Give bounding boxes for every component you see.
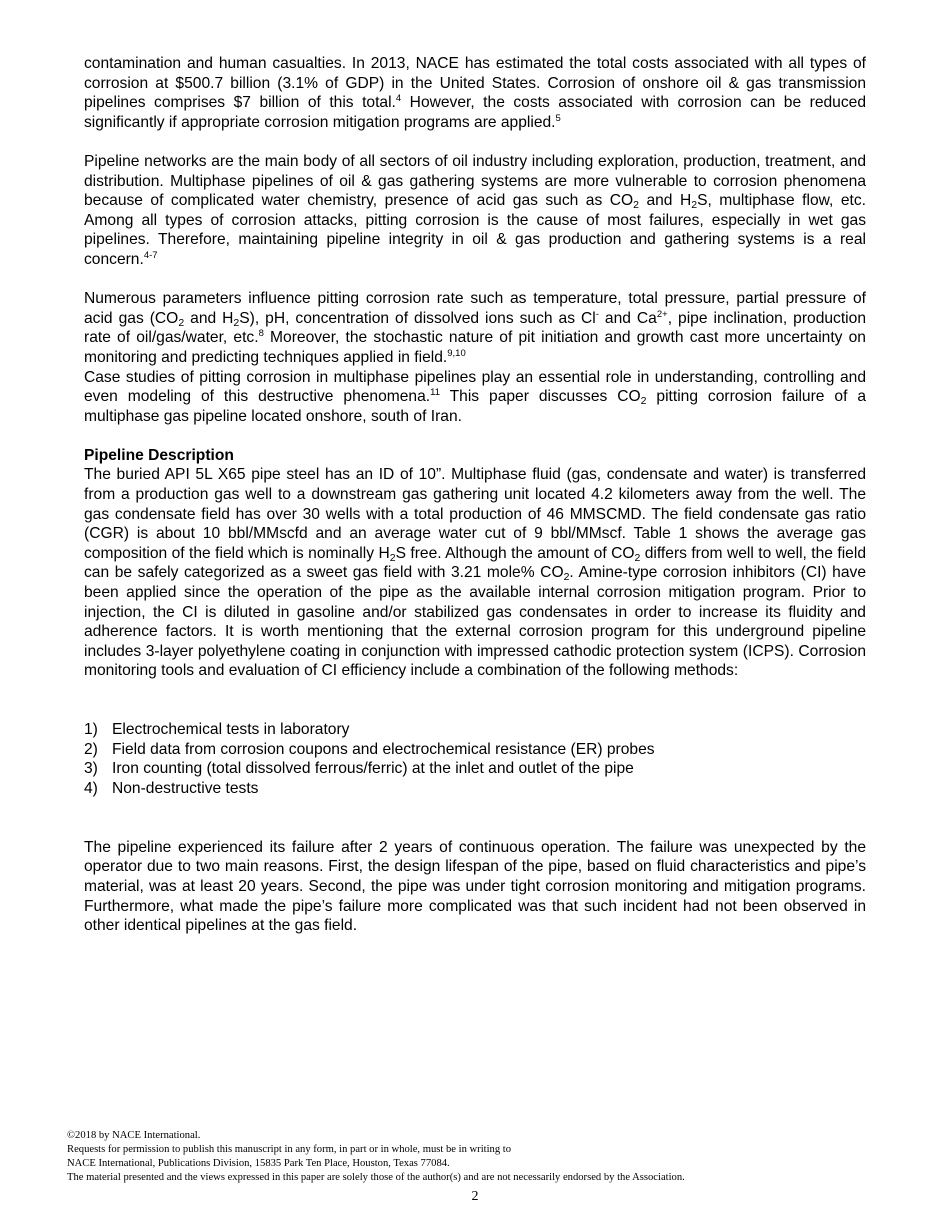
footer-disclaimer: The material presented and the views expressed in this paper are solely those of the author(s) and are not necessarily endorsed by the Association. xyxy=(67,1172,685,1183)
paragraph-costs: contamination and human casualties. In 2013, NACE has estimated the total costs associated with all types of corrosion at $500.7 billion (3.1% of GDP) in the United States. Corrosion of onshore oil & gas transmission pipelines comprises $7 billion of this total.$^4$ However, the costs associated with corrosion can be reduced significantly if appropriate corrosion mitigation programs are applied.$^5$ xyxy=(84,55,866,131)
list-item: 1) Electrochemical tests in laboratory xyxy=(84,721,350,739)
paragraph-pipeline-networks: Pipeline networks are the main body of all sectors of oil industry including exploration, production, treatment, and distribution. Multiphase pipelines of oil & gas gathering systems are more vulnerable to corrosion phenomena because of complicated water chemistry, presence of acid gas such as $CO_2$ and $H_2S$, multiphase flow, etc. Among all types of corrosion attacks, pitting corrosion is the cause of most failures, especially in wet gas pipelines. Therefore, maintaining pipeline integrity in oil & gas production and gathering systems is a real concern.$^{4-7}$ xyxy=(84,152,866,268)
page-number: 2 xyxy=(471,1189,479,1204)
paragraph-pipeline-description: The buried API 5L X65 pipe steel has an ID of 10”. Multiphase fluid (gas, condensate and water) is transferred from a production gas well to a downstream gas gathering unit located 4.2 kilometers away from the well. The gas condensate field has over 30 wells with a total production of 46 MMSCMD. The field condensate gas ratio (CGR) is about 10 bbl/MMscfd and an average water cut of 9 bbl/MMscf. Table 1 shows the average gas composition of the field which is nominally $H_2S$ free. Although the amount of $CO_2$ differs from well to well, the field can be safely categorized as a sweet gas field with 3.21 mole% $CO_2$. Amine-type corrosion inhibitors (CI) have been applied since the operation of the pipe as the available internal corrosion mitigation program. Prior to injection, the CI is diluted in gasoline and/or stabilized gas condensates in order to increase its fluidity and adherence factors. It is worth mentioning that the external corrosion program for this underground pipeline includes 3-layer polyethylene coating in conjunction with impressed cathodic protection system (ICPS). Corrosion monitoring tools and evaluation of CI efficiency include a combination of the following methods: xyxy=(84,466,866,680)
methods-list xyxy=(84,720,866,798)
footer-permission: Requests for permission to publish this manuscript in any form, in part or in whole, must be in writing to xyxy=(67,1144,512,1155)
footer-address: NACE International, Publications Division, 15835 Park Ten Place, Houston, Texas 77084. xyxy=(67,1158,450,1169)
list-item: 2) Field data from corrosion coupons and electrochemical resistance (ER) probes xyxy=(84,740,655,758)
footer-copyright: ©2018 by NACE International. xyxy=(67,1130,201,1141)
section-heading: Pipeline Description xyxy=(84,446,234,464)
copyright-footer xyxy=(67,1129,887,1185)
paragraph-case-studies: Case studies of pitting corrosion in multiphase pipelines play an essential role in understanding, controlling and even modeling of this destructive phenomena.$^{11}$ This paper discusses $CO_2$ pitting corrosion failure of a multiphase gas pipeline located onshore, south of Iran. xyxy=(84,368,866,425)
list-item: 4) Non-destructive tests xyxy=(84,779,259,797)
page-body xyxy=(84,54,866,936)
paragraph-failure: The pipeline experienced its failure after 2 years of continuous operation. The failure was unexpected by the operator due to two main reasons. First, the design lifespan of the pipe, based on fluid characteristics and pipe’s material, was at least 20 years. Second, the pipe was under tight corrosion monitoring and mitigation programs. Furthermore, what made the pipe’s failure more complicated was that such incident had not been observed in other identical pipelines at the gas field. xyxy=(84,838,866,935)
paragraph-parameters: Numerous parameters influence pitting corrosion rate such as temperature, total pressure, partial pressure of acid gas ($CO_2$ and $H_2S$), pH, concentration of dissolved ions such as Cl- and $Ca^{2+}$, pipe inclination, production rate of oil/gas/water, etc.$^8$ Moreover, the stochastic nature of pit initiation and growth cast more uncertainty on monitoring and predicting techniques applied in field.$^{9,10}$ xyxy=(84,290,866,366)
list-item: 3) Iron counting (total dissolved ferrous/ferric) at the inlet and outlet of the pipe xyxy=(84,760,634,778)
